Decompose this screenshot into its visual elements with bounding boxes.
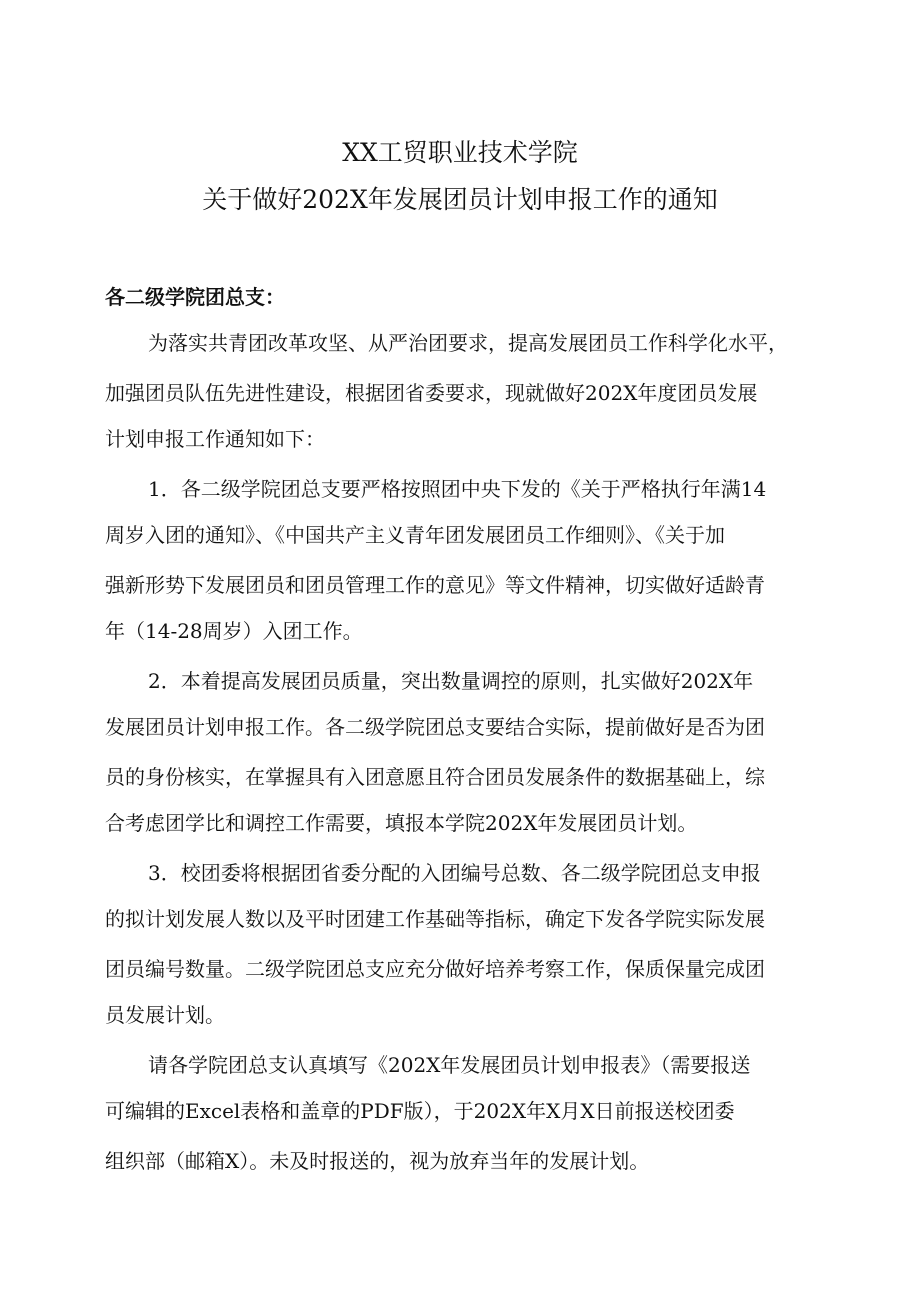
paragraph-intro-line-2: 加强团员队伍先进性建设，根据团省委要求，现就做好202X年度团员发展 <box>105 381 758 405</box>
paragraph-item-3-line-1: 3．校团委将根据团省委分配的入团编号总数、各二级学院团总支申报 <box>148 861 761 885</box>
paragraph-intro-line-3: 计划申报工作通知如下： <box>105 427 325 451</box>
document-title-notice: 关于做好202X年发展团员计划申报工作的通知 <box>202 185 718 214</box>
paragraph-item-2-line-2: 发展团员计划申报工作。各二级学院团总支要结合实际，提前做好是否为团 <box>105 715 765 739</box>
paragraph-intro-line-1: 为落实共青团改革攻坚、从严治团要求，提高发展团员工作科学化水平， <box>148 331 788 355</box>
paragraph-item-2-line-4: 合考虑团学比和调控工作需要，填报本学院202X年发展团员计划。 <box>105 811 698 835</box>
paragraph-item-1-line-2: 周岁入团的通知》、《中国共产主义青年团发展团员工作细则》、《关于加 <box>105 523 725 547</box>
paragraph-item-1-line-3: 强新形势下发展团员和团员管理工作的意见》等文件精神，切实做好适龄青 <box>105 573 765 597</box>
paragraph-closing-line-2: 可编辑的Excel表格和盖章的PDF版），于202X年X月X日前报送校团委 <box>105 1099 735 1123</box>
salutation: 各二级学院团总支： <box>105 285 285 309</box>
paragraph-item-3-line-2: 的拟计划发展人数以及平时团建工作基础等指标，确定下发各学院实际发展 <box>105 907 765 931</box>
paragraph-item-2-line-1: 2．本着提高发展团员质量，突出数量调控的原则，扎实做好202X年 <box>148 669 754 693</box>
document-title-institution: XX工贸职业技术学院 <box>342 138 578 167</box>
paragraph-item-3-line-4: 员发展计划。 <box>105 1003 225 1027</box>
paragraph-item-2-line-3: 员的身份核实，在掌握具有入团意愿且符合团员发展条件的数据基础上，综 <box>105 765 765 789</box>
paragraph-item-1-line-4: 年（14-28周岁）入团工作。 <box>105 619 363 643</box>
paragraph-item-3-line-3: 团员编号数量。二级学院团总支应充分做好培养考察工作，保质保量完成团 <box>105 957 765 981</box>
paragraph-closing-line-1: 请各学院团总支认真填写《202X年发展团员计划申报表》（需要报送 <box>148 1053 751 1077</box>
paragraph-closing-line-3: 组织部（邮箱X）。未及时报送的，视为放弃当年的发展计划。 <box>105 1149 650 1173</box>
paragraph-item-1-line-1: 1．各二级学院团总支要严格按照团中央下发的《关于严格执行年满14 <box>148 477 767 501</box>
